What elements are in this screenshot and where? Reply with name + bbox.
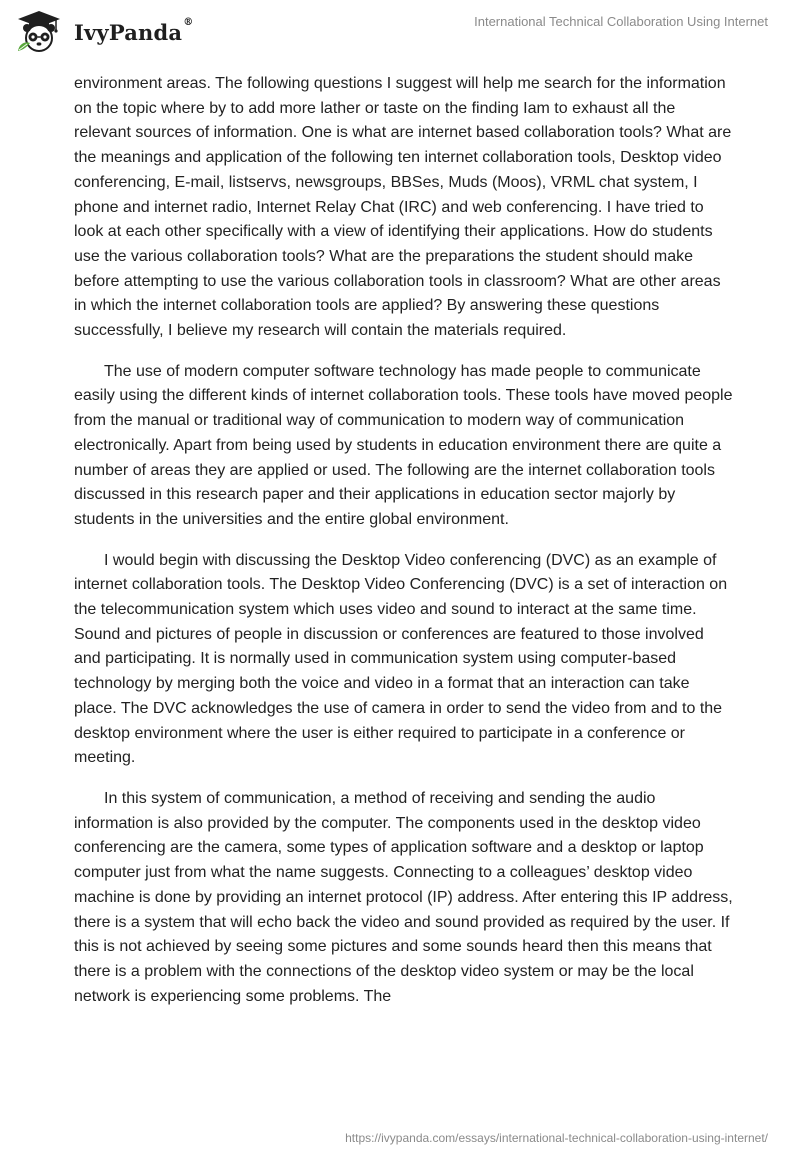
- logo-name: IvyPanda: [74, 19, 183, 45]
- essay-paragraph: In this system of communication, a method of receiving and sending the audio information is also provided by the computer. The components used in the desktop video conferencing are the camera, some types of application software and a desktop or laptop computer just from what the name suggests. Connecting to a colleagues’ desktop video machine is done by providing an internet protocol (IP) address. After entering this IP address, there is a system that will echo back the video and sound provided as required by the user. If this is not achieved by seeing some pictures and some sounds heard then this means that there is a problem with the connections of the desktop video system or may be the local network is experiencing some problems. The: [74, 789, 733, 1005]
- page-header: [0, 0, 800, 70]
- essay-paragraph: I would begin with discussing the Desktop Video conferencing (DVC) as an example of internet collaboration tools. The Desktop Video Conferencing (DVC) is a set of interaction on the telecommunication system which uses video and sound to interact at the same time. Sound and pictures of people in discussion or conferences are featured to those involved and participating. It is normally used in communication system using computer-based technology by merging both the voice and video in a format that an interaction can take place. The DVC acknowledges the use of camera in order to send the video from and to the desktop environment where the user is either required to participate in a conference or meeting.: [74, 551, 728, 767]
- registered-mark: ®: [183, 16, 194, 28]
- document-title: International Technical Collaboration Using Internet: [474, 14, 768, 29]
- ivypanda-logo[interactable]: [16, 10, 193, 54]
- essay-paragraph: environment areas. The following questions I suggest will help me search for the information on the topic where by to add more lather or taste on the finding Iam to exhaust all the relevant sources of information. One is what are internet based collaboration tools? What are the meanings and application of the following ten internet collaboration tools, Desktop video conferencing, E-mail, listservs, newsgroups, BBSes, Muds (Moos), VRML chat system, I phone and internet radio, Internet Relay Chat (IRC) and web conferencing. I have tried to look at each other specifically with a view of identifying their applications. How do students use the various collaboration tools? What are the preparations the student should make before attempting to use the various collaboration tools in classroom? What are other areas in which the internet collaboration tools are applied? By answering these questions successfully, I believe my research will contain the materials required.: [74, 75, 732, 340]
- source-url-link[interactable]: https://ivypanda.com/essays/international-technical-collaboration-using-internet/: [345, 1131, 768, 1145]
- essay-body: [74, 72, 734, 1025]
- logo-wordmark: [74, 16, 194, 45]
- panda-graduate-icon: [16, 10, 62, 54]
- essay-paragraph: The use of modern computer software technology has made people to communicate easily using the different kinds of internet collaboration tools. These tools have moved people from the manual or traditional way of communication to modern way of communication electronically. Apart from being used by students in education environment there are quite a number of areas they are applied or used. The following are the internet collaboration tools discussed in this research paper and their applications in education sector majorly by students in the universities and the entire global environment.: [74, 362, 733, 528]
